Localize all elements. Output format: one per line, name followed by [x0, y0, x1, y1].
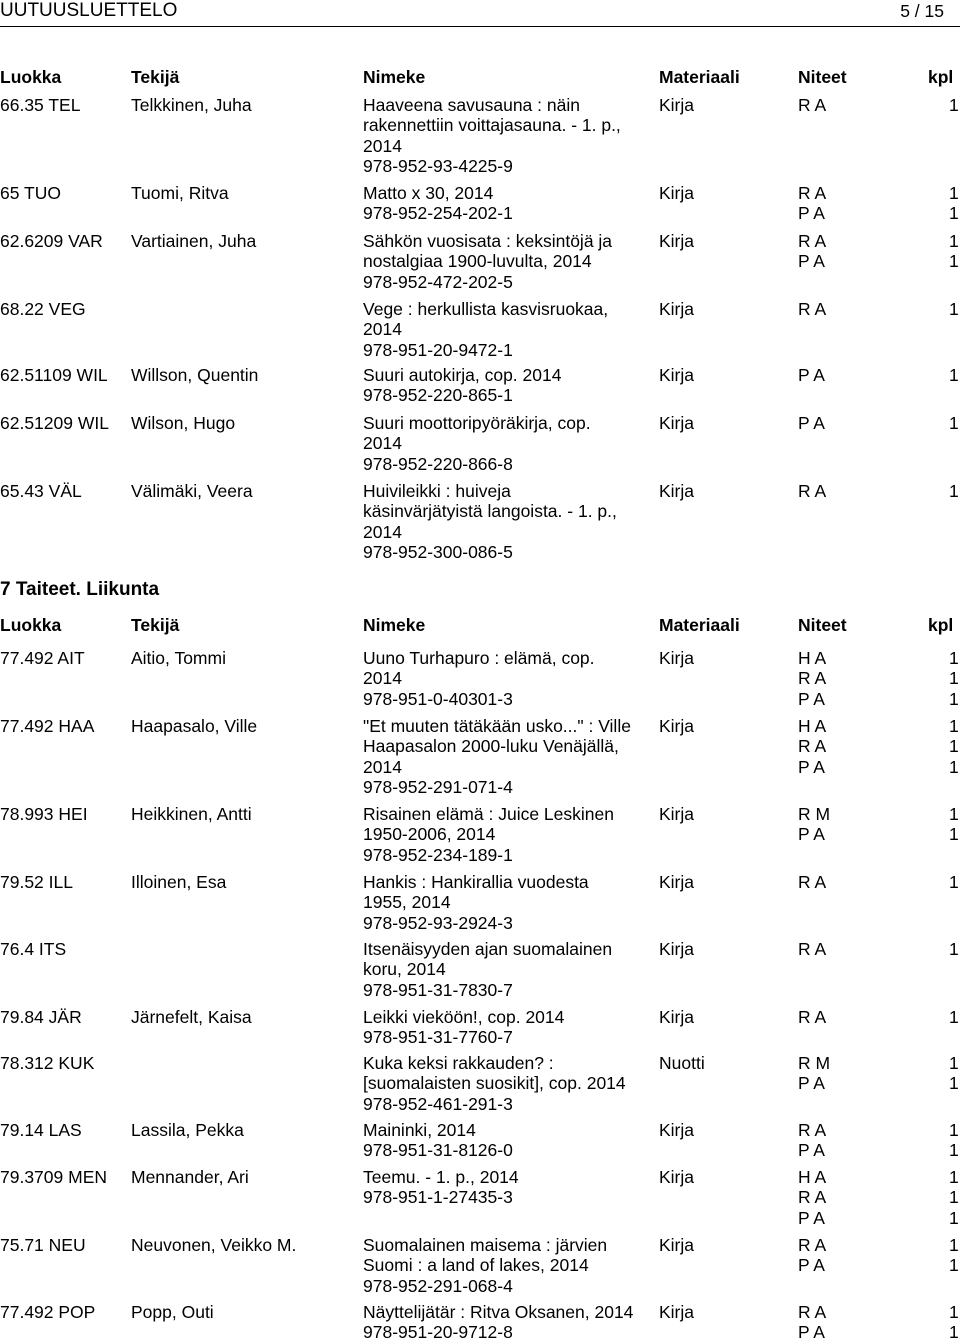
- holding-location: P A: [798, 365, 825, 385]
- material-type: Kirja: [659, 365, 695, 385]
- title-line: koru, 2014: [363, 959, 446, 980]
- column-header-niteet: Niteet: [798, 67, 847, 87]
- classification-code: 65 TUO: [0, 183, 61, 203]
- material-type: Kirja: [659, 95, 695, 115]
- title-line: Suomi : a land of lakes, 2014: [363, 1255, 589, 1276]
- title-line: 1955, 2014: [363, 892, 451, 913]
- material-type: Kirja: [659, 716, 695, 736]
- author: Tuomi, Ritva: [131, 183, 229, 203]
- holding-count: 1: [949, 1187, 959, 1208]
- holding-location: P A: [798, 824, 825, 845]
- isbn: 978-951-31-7760-7: [363, 1027, 513, 1048]
- author: Välimäki, Veera: [131, 481, 253, 501]
- classification-code: 65.43 VÄL: [0, 481, 82, 501]
- title-line: Suomalainen maisema : järvien: [363, 1235, 608, 1255]
- classification-code: 62.51209 WIL: [0, 413, 109, 433]
- holding-location: P A: [798, 1207, 825, 1228]
- title-line: Suuri moottoripyöräkirja, cop.: [363, 413, 591, 433]
- page-header: [0, 0, 960, 22]
- classification-code: 78.312 KUK: [0, 1053, 95, 1073]
- title-block: [363, 481, 648, 563]
- material-type: Kirja: [659, 1167, 695, 1187]
- isbn: 978-952-220-866-8: [363, 453, 513, 474]
- classification-code: 79.52 ILL: [0, 872, 73, 892]
- holding: [798, 648, 960, 668]
- holding-location: P A: [798, 1073, 825, 1094]
- holding-count: 1: [949, 1235, 959, 1255]
- title-block: [363, 1120, 648, 1161]
- holding-location: P A: [798, 756, 825, 777]
- column-header-tekija: Tekijä: [131, 67, 180, 87]
- holding-location: H A: [798, 716, 827, 736]
- title-line: Näyttelijätär : Ritva Oksanen, 2014: [363, 1302, 634, 1322]
- document-title: UUTUUSLUETTELO: [0, 0, 178, 21]
- material-type: Nuotti: [659, 1053, 705, 1073]
- title-block: [363, 1167, 648, 1208]
- holding-count: 1: [949, 1167, 959, 1187]
- title-block: [363, 365, 648, 406]
- holding-count: 1: [949, 1207, 959, 1228]
- column-header-tekija: Tekijä: [131, 615, 180, 635]
- holding-location: P A: [798, 688, 825, 709]
- column-header-materiaali: Materiaali: [659, 67, 740, 87]
- holding: [798, 413, 960, 433]
- isbn: 978-951-20-9472-1: [363, 339, 513, 360]
- title-line: Haaveena savusauna : näin: [363, 95, 580, 115]
- classification-code: 77.492 AIT: [0, 648, 85, 668]
- isbn: 978-952-254-202-1: [363, 203, 513, 224]
- holding-count: 1: [949, 804, 959, 824]
- holding-count: 1: [949, 365, 959, 385]
- holding: [798, 1167, 960, 1187]
- column-header-kpl: kpl: [928, 67, 954, 87]
- holding: [798, 1053, 960, 1073]
- classification-code: 76.4 ITS: [0, 939, 67, 959]
- holding: [798, 668, 960, 688]
- isbn: 978-951-1-27435-3: [363, 1187, 513, 1208]
- column-header-kpl: kpl: [928, 615, 954, 635]
- holding-count: 1: [949, 939, 959, 959]
- holding-location: R A: [798, 95, 827, 115]
- material-type: Kirja: [659, 1007, 695, 1027]
- title-line: nostalgiaa 1900-luvulta, 2014: [363, 251, 592, 272]
- holding: [798, 251, 960, 271]
- holding-count: 1: [949, 183, 959, 203]
- title-line: [suomalaisten suosikit], cop. 2014: [363, 1073, 626, 1094]
- material-type: Kirja: [659, 1235, 695, 1255]
- holding-location: H A: [798, 648, 827, 668]
- material-type: Kirja: [659, 1302, 695, 1322]
- title-line: Teemu. - 1. p., 2014: [363, 1167, 519, 1187]
- holding: [798, 872, 960, 892]
- title-line: "Et muuten tätäkään usko..." : Ville: [363, 716, 631, 736]
- material-type: Kirja: [659, 231, 695, 251]
- column-header-nimeke: Nimeke: [363, 67, 426, 87]
- holding-location: P A: [798, 251, 825, 272]
- section-title: 7 Taiteet. Liikunta: [0, 579, 160, 600]
- holding: [798, 95, 960, 115]
- material-type: Kirja: [659, 299, 695, 319]
- isbn: 978-952-300-086-5: [363, 542, 513, 563]
- holding: [798, 183, 960, 203]
- column-header-nimeke: Nimeke: [363, 615, 426, 635]
- author: Popp, Outi: [131, 1302, 214, 1322]
- title-line: Hankis : Hankirallia vuodesta: [363, 872, 589, 892]
- title-line: Suuri autokirja, cop. 2014: [363, 365, 562, 385]
- holding-location: R A: [798, 736, 827, 757]
- author: Neuvonen, Veikko M.: [131, 1235, 297, 1255]
- column-header-row: [0, 615, 960, 635]
- title-line: Huivileikki : huiveja: [363, 481, 511, 501]
- holding: [798, 203, 960, 223]
- holding-location: R A: [798, 1187, 827, 1208]
- holding-count: 1: [949, 668, 959, 689]
- title-line: Haapasalon 2000-luku Venäjällä,: [363, 736, 619, 757]
- isbn: 978-952-461-291-3: [363, 1093, 513, 1114]
- holding-count: 1: [949, 872, 959, 892]
- author: Willson, Quentin: [131, 365, 259, 385]
- author: Aitio, Tommi: [131, 648, 226, 668]
- holding: [798, 1302, 960, 1322]
- author: Mennander, Ari: [131, 1167, 249, 1187]
- holding-count: 1: [949, 716, 959, 736]
- title-line: Uuno Turhapuro : elämä, cop.: [363, 648, 595, 668]
- isbn: 978-952-234-189-1: [363, 844, 513, 865]
- holding-count: 1: [949, 1255, 959, 1276]
- holding-count: 1: [949, 648, 959, 668]
- column-header-row: [0, 67, 960, 87]
- holding-count: 1: [949, 481, 959, 501]
- holding: [798, 716, 960, 736]
- title-block: [363, 1053, 648, 1114]
- holding-location: R A: [798, 1235, 827, 1255]
- material-type: Kirja: [659, 1120, 695, 1140]
- title-line: Matto x 30, 2014: [363, 183, 494, 203]
- classification-code: 79.14 LAS: [0, 1120, 82, 1140]
- holding: [798, 1235, 960, 1255]
- holding-count: 1: [949, 1140, 959, 1161]
- holding-count: 1: [949, 1322, 959, 1343]
- title-block: [363, 716, 648, 798]
- header-divider: [0, 26, 960, 27]
- holding: [798, 1007, 960, 1027]
- holding-count: 1: [949, 1120, 959, 1140]
- title-block: [363, 1235, 648, 1296]
- classification-code: 75.71 NEU: [0, 1235, 86, 1255]
- holding-location: P A: [798, 413, 825, 433]
- material-type: Kirja: [659, 648, 695, 668]
- title-line: Leikki vieköön!, cop. 2014: [363, 1007, 565, 1027]
- holding: [798, 1073, 960, 1093]
- holding: [798, 1208, 960, 1228]
- holding-location: R A: [798, 299, 827, 319]
- material-type: Kirja: [659, 481, 695, 501]
- title-line: Risainen elämä : Juice Leskinen: [363, 804, 614, 824]
- title-line: käsinvärjätyistä langoista. - 1. p.,: [363, 501, 617, 522]
- title-line: Sähkön vuosisata : keksintöjä ja: [363, 231, 613, 251]
- holding: [798, 824, 960, 844]
- material-type: Kirja: [659, 804, 695, 824]
- holding-location: R A: [798, 1302, 827, 1322]
- holding: [798, 757, 960, 777]
- classification-code: 77.492 POP: [0, 1302, 96, 1322]
- classification-code: 68.22 VEG: [0, 299, 86, 319]
- isbn: 978-952-291-071-4: [363, 777, 513, 798]
- holding-location: R A: [798, 939, 827, 959]
- holding-count: 1: [949, 413, 959, 433]
- material-type: Kirja: [659, 939, 695, 959]
- isbn: 978-951-0-40301-3: [363, 688, 513, 709]
- isbn: 978-951-31-7830-7: [363, 979, 513, 1000]
- holding-count: 1: [949, 1053, 959, 1073]
- author: Heikkinen, Antti: [131, 804, 252, 824]
- holding-location: R A: [798, 481, 827, 501]
- title-block: [363, 95, 648, 177]
- holding-count: 1: [949, 203, 959, 224]
- classification-code: 62.51109 WIL: [0, 365, 108, 385]
- holding-count: 1: [949, 824, 959, 845]
- title-line: 2014: [363, 521, 402, 542]
- holding: [798, 1255, 960, 1275]
- classification-code: 62.6209 VAR: [0, 231, 103, 251]
- title-line: 2014: [363, 135, 402, 156]
- holding: [798, 299, 960, 319]
- holding: [798, 939, 960, 959]
- title-block: [363, 231, 648, 292]
- holding-count: 1: [949, 736, 959, 757]
- title-line: 1950-2006, 2014: [363, 824, 496, 845]
- title-line: 2014: [363, 433, 402, 454]
- holding-location: P A: [798, 1322, 825, 1343]
- holding: [798, 481, 960, 501]
- column-header-luokka: Luokka: [0, 67, 62, 87]
- classification-code: 79.3709 MEN: [0, 1167, 108, 1187]
- holding-count: 1: [949, 688, 959, 709]
- title-block: [363, 939, 648, 1000]
- isbn: 978-952-291-068-4: [363, 1275, 513, 1296]
- column-header-materiaali: Materiaali: [659, 615, 740, 635]
- holding-location: P A: [798, 203, 825, 224]
- holding-location: P A: [798, 1140, 825, 1161]
- material-type: Kirja: [659, 413, 695, 433]
- title-line: Vege : herkullista kasvisruokaa,: [363, 299, 609, 319]
- title-block: [363, 183, 648, 224]
- classification-code: 79.84 JÄR: [0, 1007, 82, 1027]
- holding: [798, 736, 960, 756]
- holding-location: R A: [798, 1120, 827, 1140]
- title-line: 2014: [363, 756, 402, 777]
- title-block: [363, 1007, 648, 1048]
- title-line: rakennettiin voittajasauna. - 1. p.,: [363, 115, 621, 136]
- holding-count: 1: [949, 756, 959, 777]
- holding: [798, 231, 960, 251]
- page-number: 5 / 15: [900, 1, 944, 21]
- holding-location: R A: [798, 668, 827, 689]
- holding-location: P A: [798, 1255, 825, 1276]
- holding: [798, 1120, 960, 1140]
- holding: [798, 804, 960, 824]
- title-block: [363, 1302, 648, 1343]
- isbn: 978-952-93-4225-9: [363, 156, 513, 177]
- holding-count: 1: [949, 299, 959, 319]
- holding-count: 1: [949, 1073, 959, 1094]
- title-line: Kuka keksi rakkauden? :: [363, 1053, 554, 1073]
- holding-count: 1: [949, 251, 959, 272]
- title-line: 2014: [363, 319, 402, 340]
- title-block: [363, 648, 648, 709]
- author: Lassila, Pekka: [131, 1120, 244, 1140]
- isbn: 978-952-93-2924-3: [363, 912, 513, 933]
- author: Järnefelt, Kaisa: [131, 1007, 252, 1027]
- isbn: 978-951-31-8126-0: [363, 1140, 513, 1161]
- author: Haapasalo, Ville: [131, 716, 258, 736]
- holding: [798, 1140, 960, 1160]
- holding-location: R M: [798, 1053, 831, 1073]
- column-header-niteet: Niteet: [798, 615, 847, 635]
- author: Illoinen, Esa: [131, 872, 227, 892]
- title-block: [363, 413, 648, 474]
- material-type: Kirja: [659, 183, 695, 203]
- holding-location: R A: [798, 183, 827, 203]
- title-line: Itsenäisyyden ajan suomalainen: [363, 939, 613, 959]
- column-header-luokka: Luokka: [0, 615, 62, 635]
- holding: [798, 365, 960, 385]
- isbn: 978-952-472-202-5: [363, 271, 513, 292]
- isbn: 978-952-220-865-1: [363, 385, 513, 406]
- holding-location: R M: [798, 804, 831, 824]
- classification-code: 78.993 HEI: [0, 804, 88, 824]
- holding: [798, 689, 960, 709]
- author: Vartiainen, Juha: [131, 231, 257, 251]
- holding-count: 1: [949, 1007, 959, 1027]
- holding: [798, 1187, 960, 1207]
- material-type: Kirja: [659, 872, 695, 892]
- author: Telkkinen, Juha: [131, 95, 252, 115]
- holding-location: H A: [798, 1167, 827, 1187]
- title-block: [363, 872, 648, 933]
- holding-location: R A: [798, 872, 827, 892]
- title-block: [363, 804, 648, 865]
- holding-count: 1: [949, 231, 959, 251]
- author: Wilson, Hugo: [131, 413, 236, 433]
- title-block: [363, 299, 648, 360]
- classification-code: 66.35 TEL: [0, 95, 81, 115]
- holding-location: R A: [798, 231, 827, 251]
- title-line: Maininki, 2014: [363, 1120, 476, 1140]
- classification-code: 77.492 HAA: [0, 716, 95, 736]
- holding-location: R A: [798, 1007, 827, 1027]
- holding-count: 1: [949, 1302, 959, 1322]
- isbn: 978-951-20-9712-8: [363, 1322, 513, 1343]
- holding-count: 1: [949, 95, 959, 115]
- title-line: 2014: [363, 668, 402, 689]
- holding: [798, 1322, 960, 1342]
